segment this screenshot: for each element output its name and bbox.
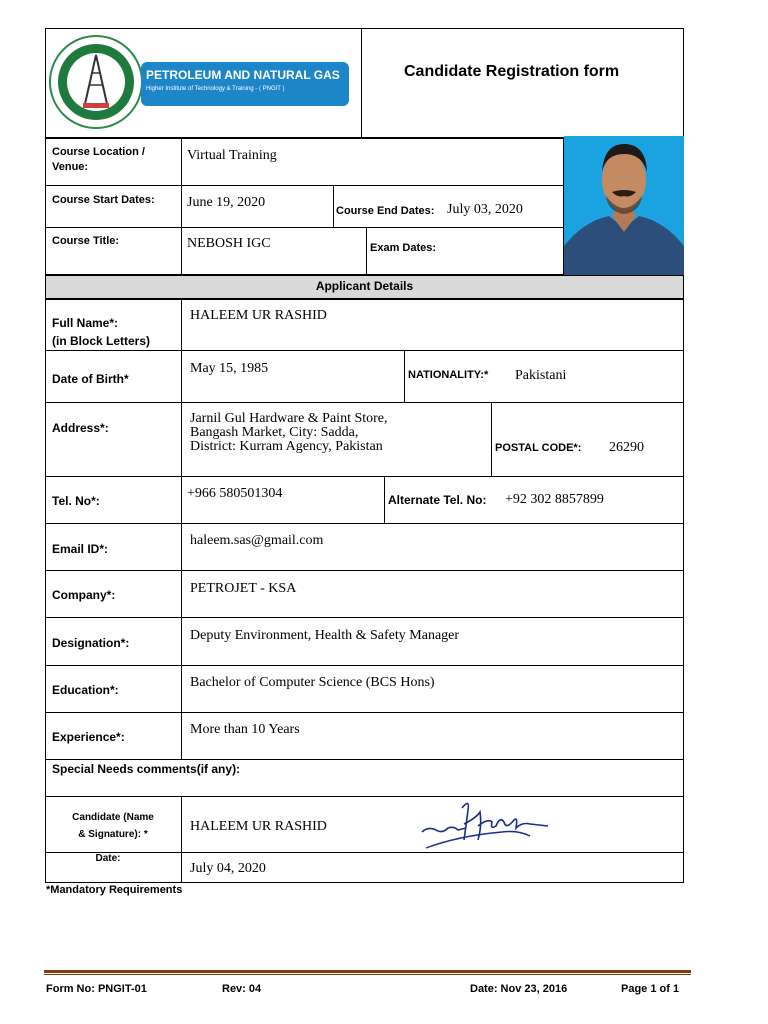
- nationality-label: NATIONALITY:*: [408, 369, 489, 381]
- row-line: [45, 665, 684, 666]
- course-row-line-1: [45, 185, 564, 186]
- alt-tel-label: Alternate Tel. No:: [388, 493, 487, 507]
- applicant-label-divider-top: [181, 299, 182, 759]
- alt-tel-divider: [384, 476, 385, 523]
- signature-icon: [418, 796, 558, 854]
- footer-form-no: Form No: PNGIT-01: [46, 983, 147, 995]
- dob-label: Date of Birth*: [52, 372, 129, 386]
- company-label: Company*:: [52, 588, 116, 602]
- designation-label: Designation*:: [52, 636, 130, 650]
- email-value: haleem.sas@gmail.com: [190, 533, 324, 548]
- row-line: [45, 476, 684, 477]
- course-location-label-text: Course Location / Venue:: [52, 146, 145, 173]
- alt-tel-value: +92 302 8857899: [505, 492, 604, 507]
- row-line: [45, 402, 684, 403]
- row-line: [45, 712, 684, 713]
- row-line: [45, 617, 684, 618]
- candidate-name-value: HALEEM UR RASHID: [190, 819, 327, 834]
- row-line: [45, 796, 684, 797]
- education-label: Education*:: [52, 683, 119, 697]
- experience-label: Experience*:: [52, 730, 125, 744]
- address-line-2: Bangash Market, City: Sadda,: [190, 425, 359, 440]
- address-line-3: District: Kurram Agency, Pakistan: [190, 439, 383, 454]
- postal-divider: [491, 402, 492, 476]
- tel-label: Tel. No*:: [52, 494, 100, 508]
- course-end-value: July 03, 2020: [447, 202, 523, 217]
- course-row-line-2: [45, 227, 564, 228]
- footer-rule: [44, 970, 691, 975]
- postal-code-label: POSTAL CODE*:: [495, 442, 582, 454]
- postal-code-value: 26290: [609, 440, 644, 455]
- dob-value: May 15, 1985: [190, 361, 269, 376]
- email-label: Email ID*:: [52, 542, 109, 556]
- applicant-photo: [564, 136, 684, 275]
- logo: [49, 30, 359, 134]
- applicant-details-title: Applicant Details: [315, 279, 414, 293]
- education-value: Bachelor of Computer Science (BCS Hons): [190, 675, 435, 690]
- end-date-divider: [333, 185, 334, 227]
- signature: [418, 796, 558, 854]
- row-line: [45, 523, 684, 524]
- exam-date-divider: [366, 227, 367, 275]
- course-location-label: [52, 145, 172, 175]
- logo-emblem-icon: [49, 30, 359, 134]
- nationality-value: Pakistani: [515, 368, 567, 383]
- course-start-value: June 19, 2020: [187, 195, 266, 210]
- address-label: Address*:: [52, 421, 109, 435]
- date-label: Date:: [95, 853, 121, 864]
- row-line: [45, 350, 684, 351]
- designation-value: Deputy Environment, Health & Safety Manager: [190, 628, 460, 643]
- row-line: [45, 759, 684, 760]
- address-line-1: Jarnil Gul Hardware & Paint Store,: [190, 411, 388, 426]
- footer-rev: Rev: 04: [222, 983, 262, 995]
- candidate-label-line-1: Candidate (Name: [72, 812, 154, 823]
- footer-page: Page 1 of 1: [621, 983, 680, 995]
- mandatory-note: *Mandatory Requirements: [46, 884, 183, 896]
- candidate-label-line-2: & Signature): *: [78, 829, 148, 840]
- course-end-label: Course End Dates:: [336, 205, 435, 217]
- exam-dates-label: Exam Dates:: [370, 242, 437, 254]
- header-divider: [361, 28, 362, 138]
- course-start-label: Course Start Dates:: [52, 194, 155, 206]
- logo-subtitle: Higher Institute of Technology & Training - ( PNGIT ): [146, 86, 285, 92]
- form-title: Candidate Registration form: [404, 63, 620, 80]
- course-title-value: NEBOSH IGC: [187, 236, 271, 251]
- person-photo-icon: [564, 136, 684, 275]
- full-name-value: HALEEM UR RASHID: [190, 308, 327, 323]
- experience-value: More than 10 Years: [190, 722, 300, 737]
- row-line: [45, 570, 684, 571]
- tel-value: +966 580501304: [187, 486, 283, 501]
- special-needs-label: Special Needs comments(if any):: [52, 762, 241, 776]
- full-name-label: Full Name*:: [52, 316, 119, 330]
- course-label-divider: [181, 138, 182, 275]
- footer-date: Date: Nov 23, 2016: [470, 983, 568, 995]
- applicant-label-divider-bottom: [181, 796, 182, 883]
- course-location-value: Virtual Training: [187, 148, 277, 163]
- logo-title: PETROLEUM AND NATURAL GAS: [146, 68, 340, 82]
- date-value: July 04, 2020: [190, 861, 266, 876]
- full-name-sublabel: (in Block Letters): [52, 334, 151, 348]
- course-title-label: Course Title:: [52, 235, 120, 247]
- company-value: PETROJET - KSA: [190, 581, 297, 596]
- nationality-divider: [404, 350, 405, 402]
